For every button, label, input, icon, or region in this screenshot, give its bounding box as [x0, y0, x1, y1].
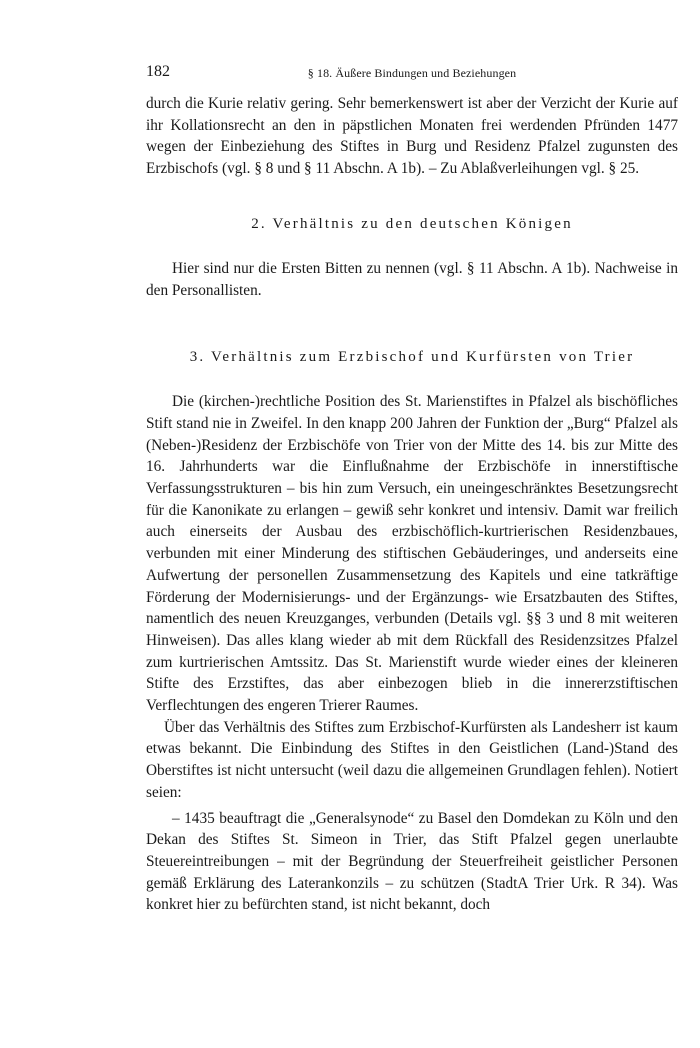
section-spacer	[146, 368, 678, 391]
section-spacer	[146, 235, 678, 258]
section-3-paragraph-2: Über das Verhältnis des Stiftes zum Erzbischof-Kurfürsten als Landesherr ist kaum etwas bekannt. Die Einbindung des Stiftes in den Geistlichen (Land-)Stand des Oberstiftes ist nicht untersucht (weil dazu die allgemeinen Grundlagen fehlen). Notiert seien:	[146, 718, 678, 801]
section-2-heading: 2. Verhältnis zu den deutschen Königen	[251, 215, 573, 232]
running-title: § 18. Äußere Bindungen und Beziehungen	[307, 66, 517, 80]
intro-paragraph: durch die Kurie relativ gering. Sehr bemerkenswert ist aber der Verzicht der Kurie auf ihr Kollationsrecht an den in päpstlichen Monaten frei werdenden Pfründen 1477 wegen der Einbeziehung des Stiftes in Burg und Residenz Pfalzel zugunsten des Erzbischofs (vgl. § 8 und § 11 Abschn. A 1b). – Zu Ablaßverleihungen vgl. § 25.	[146, 95, 678, 178]
section-spacer	[146, 301, 678, 346]
section-3-heading: 3. Verhältnis zum Erzbischof und Kurfürsten von Trier	[189, 349, 635, 366]
section-3-paragraph-1: Die (kirchen-)rechtliche Position des St. Marienstiftes in Pfalzel als bischöfliches Stift stand nie in Zweifel. In den knapp 200 Jahren der Funktion der „Burg“ Pfalzel als (Neben-)Residenz der Erzbischöfe von Trier von der Mitte des 14. bis zur Mitte des 16. Jahrhunderts war die Einflußnahme der Erzbischöfe in innerstiftische Verfassungsstrukturen – bis hin zum Versuch, ein uneingeschränktes Besetzungsrecht für die Kanonikate zu erlangen – gewiß sehr konkret und intensiv. Damit war freilich auch einerseits der Ausbau des erzbischöflich-kurtrierischen Residenzbaues, verbunden mit einer Minderung des stiftischen Gebäuderinges, und anderseits eine Aufwertung der personellen Zusammensetzung des Kapitels und eine tatkräftige Förderung der Modernisierungs- und der Ergänzungs- wie Ersatzbauten des Stiftes, namentlich des neuen Kreuzganges, verbunden (Details vgl. §§ 3 und 8 mit weiteren Hinweisen). Das alles klang wieder ab mit dem Rückfall des Residenzsitzes Pfalzel zum kurtrierischen Amtssitz. Das St. Marienstift wurde wieder eines der kleineren Stifte des Erzstiftes, das aber einbezogen blieb in die innererzstiftischen Verflechtungen des engeren Trierer Raumes.	[146, 393, 678, 715]
running-head	[146, 62, 678, 84]
section-spacer	[146, 180, 678, 213]
page-number: 182	[146, 63, 170, 80]
section-2-paragraph: Hier sind nur die Ersten Bitten zu nennen (vgl. § 11 Abschn. A 1b). Nachweise in den Personallisten.	[146, 259, 678, 299]
page-body	[146, 93, 678, 916]
section-3-paragraph-3: – 1435 beauftragt die „Generalsynode“ zu Basel den Domdekan zu Köln und den Dekan des Stiftes St. Simeon in Trier, das Stift Pfalzel gegen unerlaubte Steuereintreibungen – mit der Begründung der Steuerfreiheit geistlicher Personen gemäß Erklärung des Laterankonzils – zu schützen (StadtA Trier Urk. R 34). Was konkret hier zu befürchten stand, ist nicht bekannt, doch	[146, 809, 678, 914]
